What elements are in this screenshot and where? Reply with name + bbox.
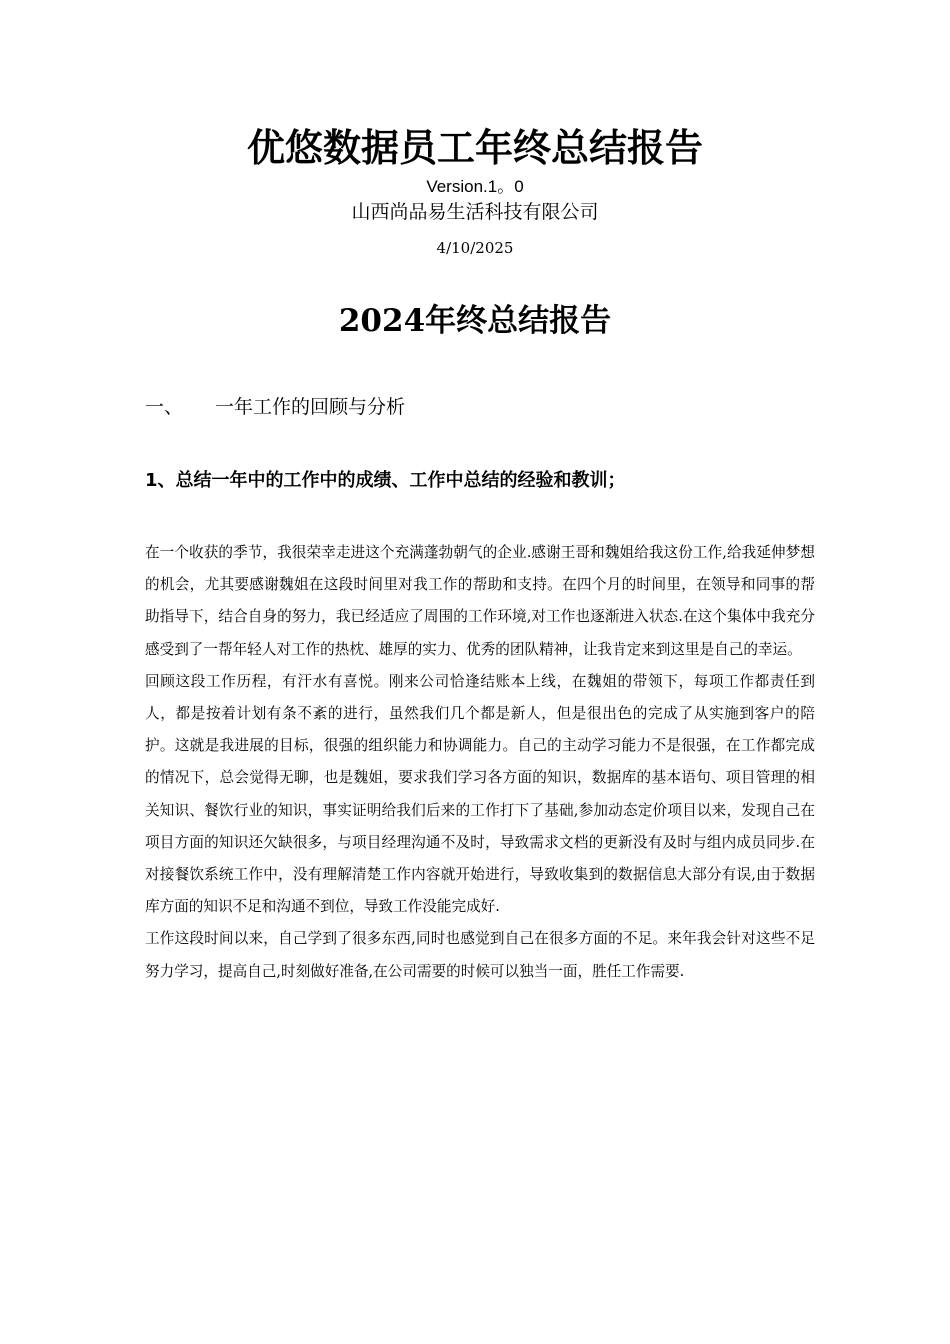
report-title: 2024年终总结报告 <box>338 303 612 339</box>
subsection-heading: 1、总结一年中的工作中的成绩、工作中总结的经验和教训； <box>145 470 626 491</box>
section-title: 一年工作的回顾与分析 <box>215 396 406 418</box>
section-heading <box>145 393 405 421</box>
body-text <box>145 537 815 988</box>
paragraph: 回顾这段工作历程，有汗水有喜悦。刚来公司恰逢结账本上线，在魏姐的带领下，每项工作都责任到人，都是按着计划有条不紊的进行，虽然我们几个都是新人，但是很出色的完成了从实施到客户的陪护。这就是我进展的目标，很强的组织能力和协调能力。自己的主动学习能力不是很强，在工作都完成的情况下，总会觉得无聊，也是魏姐，要求我们学习各方面的知识，数据库的基本语句、项目管理的相关知识、餐饮行业的知识，事实证明给我们后来的工作打下了基础,参加动态定价项目以来，发现自己在项目方面的知识还欠缺很多，与项目经理沟通不及时，导致需求文档的更新没有及时与组内成员同步.在对接餐饮系统工作中，没有理解清楚工作内容就开始进行，导致收集到的数据信息大部分有误,由于数据库方面的知识不足和沟通不到位，导致工作没能完成好. <box>145 672 815 916</box>
document-title: 优悠数据员工年终总结报告 <box>246 126 703 170</box>
company-name: 山西尚品易生活科技有限公司 <box>351 201 599 223</box>
paragraph: 工作这段时间以来，自己学到了很多东西,同时也感觉到自己在很多方面的不足。来年我会针对这些不足努力学习，提高自己,时刻做好准备,在公司需要的时候可以独当一面，胜任工作需要. <box>145 930 815 980</box>
section-number: 一、 <box>145 396 184 418</box>
version-label: Version.1。0 <box>426 177 524 196</box>
document-date: 4/10/2025 <box>436 239 514 257</box>
paragraph: 在一个收获的季节，我很荣幸走进这个充满蓬勃朝气的企业.感谢王哥和魏姐给我这份工作,给我延伸梦想的机会，尤其要感谢魏姐在这段时间里对我工作的帮助和支持。在四个月的时间里，在领导和同事的帮助指导下，结合自身的努力，我已经适应了周围的工作环境,对工作也逐渐进入状态.在这个集体中我充分感受到了一帮年轻人对工作的热枕、雄厚的实力、优秀的团队精神，让我肯定来到这里是自己的幸运。 <box>145 544 815 658</box>
